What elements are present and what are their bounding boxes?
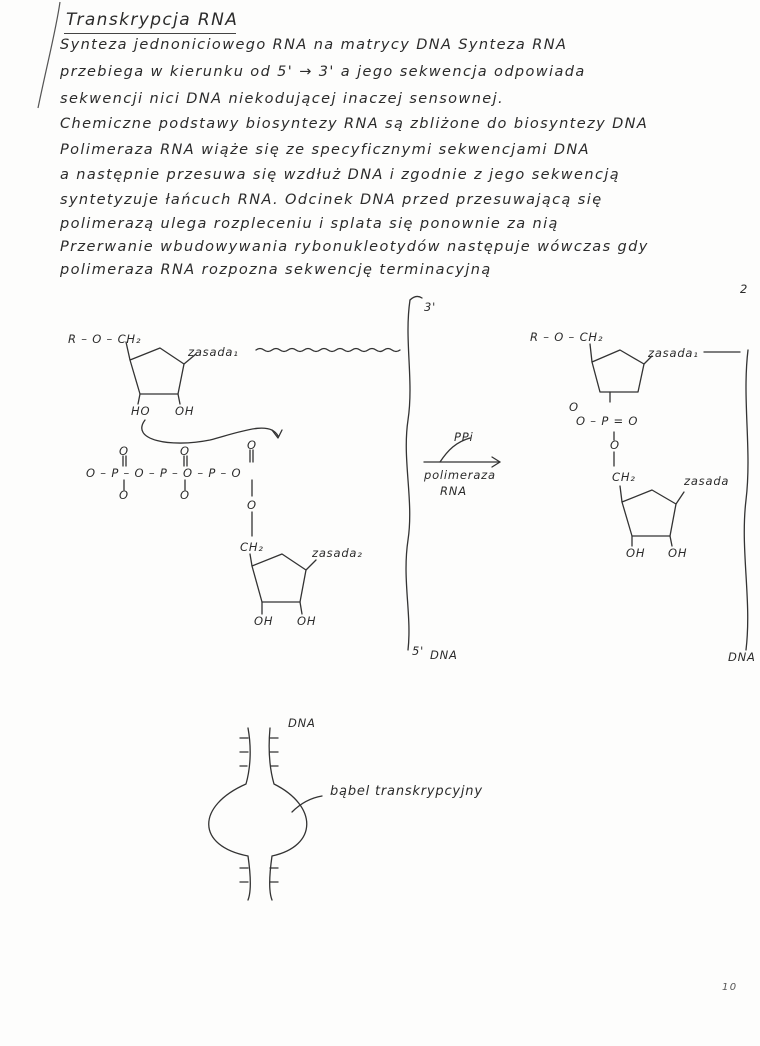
text-line-6: a następnie przesuwa się wzdłuż DNA i zgodnie z jego sekwencją	[60, 167, 621, 183]
dna-template-strand	[406, 300, 410, 650]
ring2-bond-ch2	[250, 554, 252, 566]
text-line-9: Przerwanie wbudowywania rybonukleotydów następuje wówczas gdy	[60, 239, 649, 255]
enzyme-label-1: polimeraza	[424, 468, 496, 482]
text-line-7: syntetyzuje łańcuch RNA. Odcinek DNA przed przesuwającą się	[60, 192, 603, 208]
dna-strand-top-hook	[410, 296, 422, 300]
product-dna-strand	[744, 350, 748, 650]
ppi-label: PPi	[454, 430, 474, 444]
right-dna-label: DNA	[728, 650, 756, 664]
right-ch2-label: CH₂	[612, 470, 636, 484]
product-ribose-ring-1	[592, 350, 644, 392]
right-o-link-label: O	[610, 438, 620, 452]
text-line-2: przebiega w kierunku od 5' → 3' a jego sekwencja odpowiada	[60, 64, 586, 80]
bubble-left-strand	[209, 728, 251, 900]
right-oh-b-label: OH	[668, 546, 688, 560]
page-number: 10	[722, 982, 738, 993]
product-ring2-bond-oh-b	[670, 536, 672, 546]
ring1-bond-oh-a	[138, 394, 140, 404]
left-oh-a-label: HO	[131, 404, 151, 418]
product-ring2-bond-ch2	[620, 486, 622, 502]
ring2-bond-oh-d	[300, 602, 302, 614]
left-o-link-label: O	[247, 498, 257, 512]
right-o-minus-label: O	[569, 400, 579, 414]
ribose-ring-1	[130, 348, 184, 394]
product-ring2-bond-base	[676, 492, 684, 504]
base1-wavy-line	[256, 349, 400, 352]
bubble-right-strand	[269, 728, 307, 900]
left-p1-o-top: O	[119, 444, 129, 458]
right-roch2-label: R – O – CH₂	[530, 330, 604, 344]
right-oh-a-label: OH	[626, 546, 646, 560]
enzyme-label-2: RNA	[440, 484, 467, 498]
left-base1-label: zasada₁	[188, 345, 239, 359]
text-line-3: sekwencji nici DNA niekodującej inaczej sensownej.	[60, 91, 505, 107]
left-p3-o-top: O	[247, 438, 257, 452]
ribose-ring-2	[252, 554, 306, 602]
right-phosphate-label: O – P = O	[576, 414, 639, 428]
strand-dna-label: DNA	[430, 648, 458, 662]
text-line-8: polimerazą ulega rozpleceniu i splata się ponownie za nią	[60, 216, 559, 232]
page-title: Transkrypcja RNA	[66, 10, 239, 30]
ring1-bond-oh-b	[178, 394, 180, 404]
text-line-4: Chemiczne podstawy biosyntezy RNA są zbliżone do biosyntezy DNA	[60, 116, 649, 132]
left-oh-d-label: OH	[297, 614, 317, 628]
strand-5prime-label: 5'	[412, 644, 425, 658]
ring2-bond-base	[306, 560, 316, 570]
margin-mark: 2	[740, 282, 749, 296]
bubble-label-leader	[292, 796, 322, 812]
left-p2-o-top: O	[180, 444, 190, 458]
left-oh-b-label: OH	[175, 404, 195, 418]
right-base1-label: zasada₁	[648, 346, 699, 360]
left-base2-label: zasada₂	[312, 546, 363, 560]
attack-arrow	[142, 420, 278, 443]
text-line-1: Synteza jednoniciowego RNA na matrycy DNA Synteza RNA	[60, 37, 568, 53]
left-triphosphate-label: O – P – O – P – O – P – O	[86, 466, 242, 480]
bubble-caption: bąbel transkrypcyjny	[330, 784, 483, 799]
left-roch2-label: R – O – CH₂	[68, 332, 142, 346]
strand-3prime-label: 3'	[424, 300, 437, 314]
left-ch2-label: CH₂	[240, 540, 264, 554]
left-p2-o-bottom: O	[180, 488, 190, 502]
right-base2-label: zasada	[684, 474, 730, 488]
text-line-10: polimeraza RNA rozpozna sekwencję terminacyjną	[60, 262, 492, 278]
product-ribose-ring-2	[622, 490, 676, 536]
left-p1-o-bottom: O	[119, 488, 129, 502]
bubble-dna-label: DNA	[288, 716, 316, 730]
text-line-5: Polimeraza RNA wiąże się ze specyficznymi sekwencjami DNA	[60, 142, 590, 158]
product-ring1-bond-ch2	[590, 344, 592, 362]
left-oh-c-label: OH	[254, 614, 274, 628]
